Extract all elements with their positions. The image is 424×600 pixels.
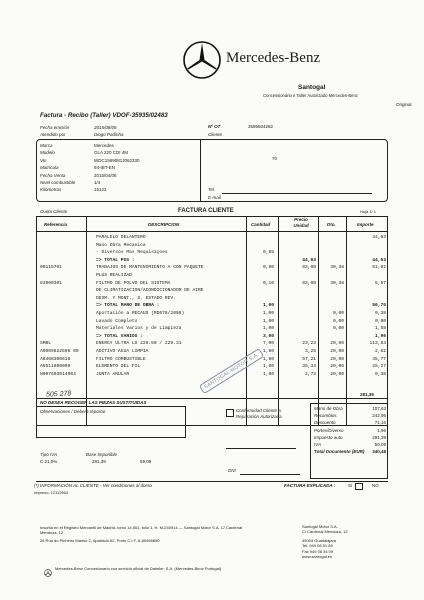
row-qty: 1,00 <box>262 318 274 324</box>
address-line: www.santogal.es <box>302 554 333 560</box>
row-dto: 20,00 <box>330 349 344 354</box>
row-desc: Lavado Completo <box>96 318 138 324</box>
row-desc: DE CLIMATIZACION/ACONDICIONADOR DE AIRE <box>96 288 204 294</box>
recambios-value: 242,96 <box>372 413 386 419</box>
iva-label: IVA <box>314 442 322 448</box>
address-line: Tel. 949 08 51 89 <box>302 543 333 549</box>
handwritten-note: 505 278 <box>45 390 72 399</box>
row-desc: - Diversos Mas Requisiçoes <box>96 250 168 256</box>
row-dto: 20,00 <box>330 364 344 370</box>
tipo-iva-value: C 21,0% <box>40 459 58 464</box>
si-checkbox-icon[interactable] <box>355 483 363 490</box>
total-label: Total Documento (EUR) <box>314 449 365 455</box>
row-amt: 2,62 <box>374 349 386 354</box>
vehicle-values <box>94 142 140 194</box>
email-label: E-mail <box>208 195 221 200</box>
modelo-value: GLA 220 CDI 4M <box>94 150 129 156</box>
row-amt: 113,83 <box>369 341 386 347</box>
not-label: Nº OT <box>208 124 221 129</box>
tipo-iva-label: Tipo IVA <box>40 452 57 457</box>
row-desc: Materiales Varios y de Limpieza <box>96 326 182 332</box>
cuota-iva-value: 59,09 <box>140 459 152 464</box>
parts-warning: NO DESEA RECOGER LAS PIEZAS SUSTITUIDAS <box>40 400 147 405</box>
row-price: 35,34 <box>302 364 316 370</box>
row-price: 2,73 <box>304 371 316 377</box>
header-rule <box>36 231 388 232</box>
row-amt: 44,63 <box>372 257 386 263</box>
row-amt: 51,02 <box>372 265 386 271</box>
marca-label: Marca <box>40 143 53 148</box>
mercedes-star-icon <box>182 40 222 80</box>
descuento-value: 71,16 <box>374 420 386 426</box>
descuento-label: Descuento <box>314 420 336 426</box>
col-div-2 <box>246 216 247 426</box>
row-price: 57,21 <box>302 356 316 362</box>
fecha-emision-label: Fecha emisión <box>40 125 70 130</box>
col-dto-header: Dto. <box>327 222 336 227</box>
row-ref: 83900301 <box>40 280 63 286</box>
dni-label: DNI <box>228 468 236 473</box>
modelo-label: Modelo <box>40 150 55 156</box>
address-line: Santogal Motor S.A. <box>302 524 338 529</box>
address-line: 45004 Guadalajara <box>302 537 337 543</box>
address-line: C/ Cardenal Mendoza, 12 <box>302 529 348 535</box>
vehicle-labels <box>40 142 75 194</box>
row-amt: 0,38 <box>374 371 386 377</box>
row-qty: 7,00 <box>262 341 274 347</box>
row-dto: 0,00 <box>332 311 344 316</box>
col-price-header: Precio Unidad <box>293 217 309 228</box>
address-line: Fax 949 08 34 09 <box>302 548 334 554</box>
legal-line-1: Inscrita en el Registro Mercantil de Madrid, tomo 14.551, folio 1, H. M-240914 — Santogal Motor S.A. C/ Cardenal Mendoza, 12 <box>40 525 243 535</box>
cuota-cliente-label: Cuota Cliente <box>40 209 68 214</box>
observaciones-label: Observaciones / Deberá reportar <box>40 409 106 414</box>
checkbox-icon[interactable] <box>226 409 234 417</box>
si-option[interactable]: Sí <box>348 483 353 488</box>
col-div-4 <box>318 216 319 426</box>
fecha-venta-label: Fecha Venta <box>40 172 66 178</box>
fecha-emision-value: 2015/06/06 <box>94 125 117 130</box>
row-qty: 1,00 <box>262 356 274 362</box>
base-imponible-value: 281,39 <box>92 459 106 464</box>
row-dto: 0,00 <box>332 318 344 324</box>
row-qty: 3,00 <box>262 333 274 339</box>
row-qty: 1,00 <box>262 303 274 309</box>
impuesto-label: Impuesto auto <box>314 434 343 440</box>
signature-rule <box>226 448 296 449</box>
row-desc: => TOTAL VARIOS : <box>96 333 143 339</box>
col-ref-header: Referencia <box>44 222 68 227</box>
col-div-3 <box>278 216 279 426</box>
footer-star-icon <box>44 564 52 572</box>
atendido-value: Diogo Padinha <box>94 132 124 137</box>
row-qty: 1,00 <box>262 311 274 316</box>
conformidad-label: Conformidad Cliente a Reparación Autorizada <box>236 408 282 419</box>
iva-value: 59,09 <box>374 442 386 448</box>
legal-line-2: 26 Rúa do Pinheiro Manso 2, Apartado 62, Porto C.I.F. A-80998890 <box>40 538 160 543</box>
no-option[interactable]: NO <box>372 483 379 488</box>
not-value: 3595504282 <box>248 124 274 129</box>
impuesto-value: 281,39 <box>372 434 386 440</box>
row-ref: SMBL <box>40 341 52 347</box>
row-amt: 56,70 <box>372 303 386 309</box>
tel-rule <box>222 193 372 194</box>
fecha-venta-value: 2015/04/06 <box>94 172 117 178</box>
recambios-label: Recambios <box>314 413 337 419</box>
row-desc: Aportación a RECAUS (RD678/2006) <box>96 311 185 316</box>
row-desc: FILTRO COMBUSTIBLE <box>96 356 146 362</box>
row-desc: TRABAJOS DE MANTENIMIENTO A CON PAQUETE <box>96 265 204 271</box>
row-desc: Mano Obra Mecanica <box>96 242 146 248</box>
row-qty: 1,00 <box>262 326 274 332</box>
base-imponible-label: Base Imponible <box>86 452 118 457</box>
row-qty: 0,10 <box>262 280 274 286</box>
row-amt: 45,77 <box>372 356 386 362</box>
vin-label: Vin <box>40 157 47 163</box>
row-price: 83,00 <box>302 265 316 271</box>
row-price: 3,28 <box>304 349 316 354</box>
row-amt: 1,58 <box>374 326 386 332</box>
row-ref: A0009822506 09 <box>40 349 79 354</box>
row-desc: PARALELO DELANTERO <box>96 235 146 240</box>
mano-obra-label: Mano de Obra <box>314 406 343 411</box>
row-dto: 30,38 <box>330 280 344 286</box>
company-stamp: SANTOGAL MOTOR S.A. <box>199 348 265 394</box>
matricula-value: 94-IBT-EN <box>94 165 116 171</box>
totals-values <box>356 405 386 455</box>
row-desc: FILTRO DE POLVO DEL SISTEMA <box>96 280 171 286</box>
portes-label: Portes/Diverso <box>314 427 344 433</box>
row-dto: 20,00 <box>330 341 344 347</box>
row-amt: 0,38 <box>374 311 386 316</box>
col-desc-header: DESCRIPCION <box>148 222 180 227</box>
page-number: Hoja 1/ 1 <box>360 209 377 214</box>
footer-rule <box>36 481 388 482</box>
nivel-label: Nivel combustible <box>40 180 76 186</box>
row-dto: 20,00 <box>330 371 344 377</box>
row-price: 23,23 <box>302 341 316 347</box>
original-mark: Original <box>396 102 412 107</box>
table-title: FACTURA CLIENTE <box>178 208 234 214</box>
portes-value: 1,96 <box>377 427 386 433</box>
table-total-line: 281,39 <box>360 392 374 397</box>
row-price: 83,00 <box>302 280 316 286</box>
km-value: 15122 <box>94 187 107 193</box>
total-value: 340,48 <box>372 449 386 455</box>
vehicle-extra: 70 <box>272 156 278 161</box>
brand-name: Mercedes-Benz <box>226 50 321 66</box>
row-ref: A6511800009 <box>40 364 71 370</box>
row-desc: DESM. Y MONT., S. ESTADO REV. <box>96 295 176 301</box>
row-qty: 0,85 <box>262 250 274 256</box>
row-qty: 1,00 <box>262 349 274 354</box>
row-price: 44,63 <box>302 257 316 263</box>
row-amt: 44,63 <box>372 235 386 240</box>
row-amt: 5,67 <box>374 280 386 286</box>
row-ref: A6468300618 <box>40 356 71 362</box>
row-amt: 28,27 <box>372 364 386 370</box>
row-desc: => TOTAL MANO DE OBRA : <box>96 303 160 309</box>
row-ref: N007603014004 <box>40 371 76 377</box>
cliente-label: Cliente <box>208 132 223 137</box>
row-qty: 1,00 <box>262 364 274 370</box>
dealer-address <box>302 524 348 559</box>
vehicle-divider <box>200 140 201 201</box>
row-qty: 0,90 <box>262 265 274 271</box>
row-desc: => TOTAL PGS : <box>96 257 135 263</box>
email-rule <box>226 201 372 202</box>
doc-code: Impreso: 12112604 <box>34 490 69 495</box>
matricula-label: Matrícula <box>40 165 59 171</box>
row-desc: ELEMENTO DEL FIL <box>96 364 141 370</box>
col-qty-header: Cantidad <box>251 222 271 227</box>
warning-top-rule <box>36 398 388 399</box>
dni-rule <box>240 474 300 475</box>
row-desc: JUNTA ANULAR <box>96 371 130 377</box>
document-title: Factura - Recibo (Taller) VDOF-35935/02483 <box>40 112 168 119</box>
col-div-5 <box>346 216 347 426</box>
row-dto: 20,00 <box>330 356 344 362</box>
atendido-label: Atendido por <box>40 132 66 137</box>
nivel-value: 1/4 <box>94 180 101 186</box>
tel-label: Tel. <box>208 187 216 192</box>
km-label: Kilómetros <box>40 187 62 193</box>
factura-explicada-label: FACTURA EXPLICADA : <box>284 483 336 488</box>
dealer-name: Santogal <box>298 84 326 91</box>
mano-obra-value: 107,63 <box>372 406 386 411</box>
vin-value: WDC1569081J062330 <box>94 157 140 163</box>
marca-value: Mercedes <box>94 143 114 148</box>
dealer-subtitle: Concessionário e Taller Autorizado Mercedes-Benz <box>263 93 358 98</box>
row-desc: PLUS REALIZAD <box>96 273 132 278</box>
row-qty: 1,00 <box>262 371 274 377</box>
legal-line-3: Mercedes-Benz Concesionario con servicio oficial de Daimler, S.A. (Mercedes-Benz Portugal) <box>55 566 222 571</box>
cliente-info: (*) INFORMACIÓN AL CLIENTE - Ver condiciones al dorso <box>34 483 152 488</box>
row-desc: ENERGY ULTRA LS 229.50 / 229.31 <box>96 341 182 347</box>
row-amt: 0,00 <box>374 318 386 324</box>
row-dto: 0,00 <box>332 326 344 332</box>
row-ref: 00115701 <box>40 265 63 271</box>
col-amt-header: Importe <box>357 222 374 227</box>
col-div-1 <box>86 216 87 426</box>
row-desc: ADITIVO AGUA LIMPIA <box>96 349 149 354</box>
row-dto: 30,38 <box>330 265 344 271</box>
row-amt: 1,96 <box>374 333 386 339</box>
